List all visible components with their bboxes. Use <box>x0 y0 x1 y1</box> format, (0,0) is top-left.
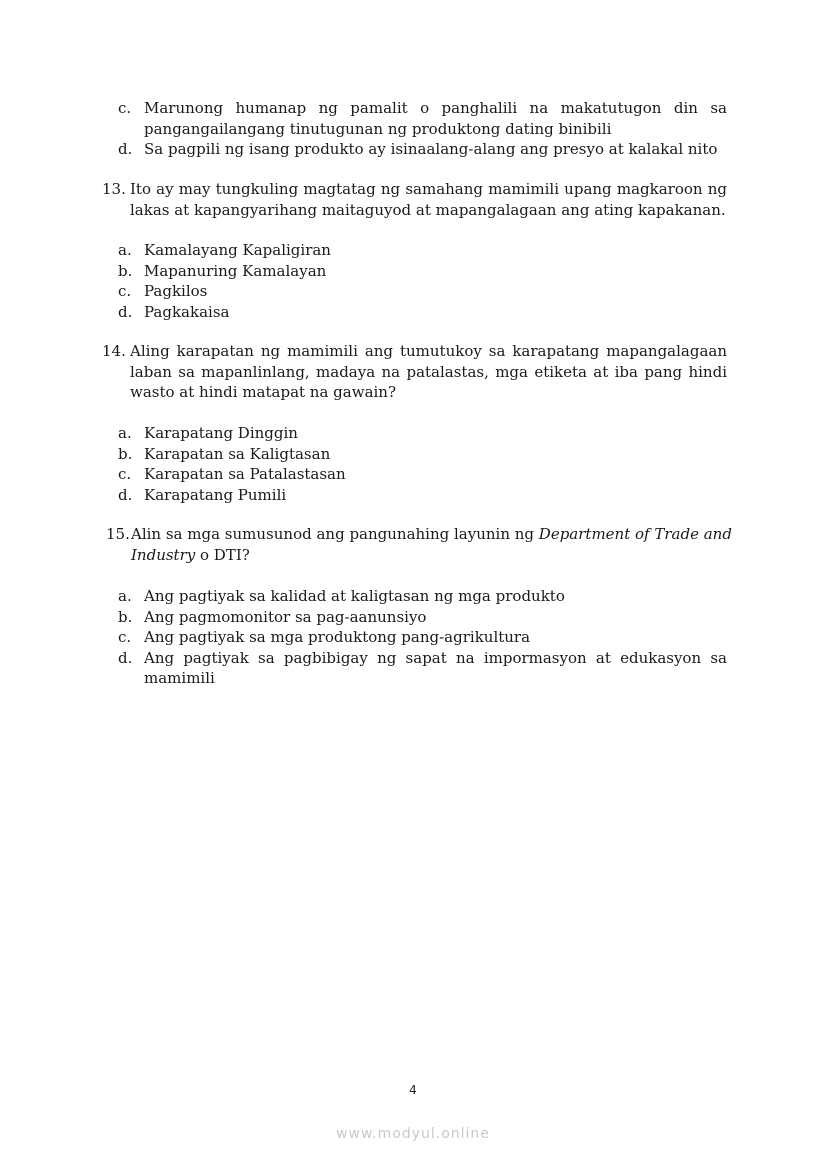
question-text-italic: Department of Trade and <box>538 525 732 543</box>
option-text: Karapatang Dinggin <box>144 424 298 442</box>
option-text: Ang pagtiyak sa pagbibigay ng sapat na impormasyon at edukasyon sa <box>144 648 727 667</box>
question-14 <box>0 341 826 403</box>
page-number: 4 <box>409 1083 417 1097</box>
question-text: laban sa mapanlinlang, madaya na patalastas, mga etiketa at iba pang hindi <box>130 362 727 381</box>
option-label: a. <box>118 241 132 259</box>
question-number: 14. <box>102 342 126 360</box>
option-label: d. <box>118 485 133 504</box>
question-stem-continuation <box>0 545 826 566</box>
option-b <box>0 261 826 282</box>
option-a <box>0 423 826 444</box>
question-text: lakas at kapangyarihang maitaguyod at mapangalagaan ang ating kapakanan. <box>130 200 726 219</box>
question-stem-continuation <box>0 362 826 383</box>
question-number: 15. <box>106 525 130 543</box>
question-15 <box>0 524 826 565</box>
question-stem-continuation <box>0 382 826 403</box>
option-label: b. <box>118 607 133 626</box>
question-text: Aling karapatan ng mamimili ang tumutukoy sa karapatang mapangalagaan <box>130 342 727 360</box>
option-text: Ang pagtiyak sa mga produktong pang-agrikultura <box>144 628 531 646</box>
option-text: Sa pagpili ng isang produkto ay isinaalang-alang ang presyo at kalakal nito <box>144 140 718 158</box>
option-label: d. <box>118 302 133 321</box>
option-text: Pagkilos <box>144 282 208 300</box>
watermark: www.modyul.online <box>336 1126 490 1142</box>
option-text: Ang pagtiyak sa kalidad at kaligtasan ng mga produkto <box>144 587 565 605</box>
option-text: Ang pagmomonitor sa pag-aanunsiyo <box>144 607 427 626</box>
option-text: Karapatang Pumili <box>144 485 287 504</box>
option-label: b. <box>118 444 133 463</box>
option-label: a. <box>118 424 132 442</box>
option-c <box>0 464 826 485</box>
option-b <box>0 607 826 628</box>
question-stem-continuation <box>0 200 826 221</box>
question-stem <box>0 524 826 545</box>
question-12-tail <box>0 98 826 160</box>
question-number: 13. <box>102 180 126 198</box>
question-text: Ito ay may tungkuling magtatag ng samahang mamimili upang magkaroon ng <box>130 180 727 198</box>
question-13-options <box>0 240 826 322</box>
option-c <box>0 281 826 302</box>
option-label: c. <box>118 628 132 646</box>
option-text: Pagkakaisa <box>144 302 230 321</box>
option-a <box>0 240 826 261</box>
option-label: d. <box>118 648 133 667</box>
option-label: a. <box>118 587 132 605</box>
option-d <box>0 485 826 506</box>
question-text-italic: Industry <box>131 545 196 564</box>
option-d <box>0 302 826 323</box>
question-stem <box>0 179 826 200</box>
option-label: d. <box>118 140 133 158</box>
question-13 <box>0 179 826 220</box>
option-c <box>0 627 826 648</box>
option-text: Kamalayang Kapaligiran <box>144 241 331 259</box>
question-14-options <box>0 423 826 505</box>
option-text: mamimili <box>144 669 215 687</box>
question-text-plain: Alin sa mga sumusunod ang pangunahing layunin ng <box>131 525 539 543</box>
option-b <box>0 444 826 465</box>
option-label: c. <box>118 282 132 300</box>
option-d <box>0 139 826 160</box>
option-text: Mapanuring Kamalayan <box>144 261 327 280</box>
question-text <box>131 524 732 545</box>
option-d <box>0 648 826 669</box>
option-label: b. <box>118 261 133 280</box>
option-c <box>0 98 826 119</box>
option-text: Karapatan sa Kaligtasan <box>144 444 331 463</box>
option-label: c. <box>118 465 132 483</box>
question-stem <box>0 341 826 362</box>
option-text: Marunong humanap ng pamalit o panghalili na makatutugon din sa <box>144 99 727 117</box>
option-label: c. <box>118 99 132 117</box>
question-text-plain: o DTI? <box>195 545 250 564</box>
option-a <box>0 586 826 607</box>
question-text <box>131 545 250 566</box>
option-c-continuation <box>0 119 826 140</box>
option-text: pangangailangang tinutugunan ng produktong dating binibili <box>144 119 612 138</box>
option-d-continuation <box>0 668 826 689</box>
option-text: Karapatan sa Patalastasan <box>144 465 346 483</box>
question-text: wasto at hindi matapat na gawain? <box>130 383 397 401</box>
question-15-options <box>0 586 826 689</box>
